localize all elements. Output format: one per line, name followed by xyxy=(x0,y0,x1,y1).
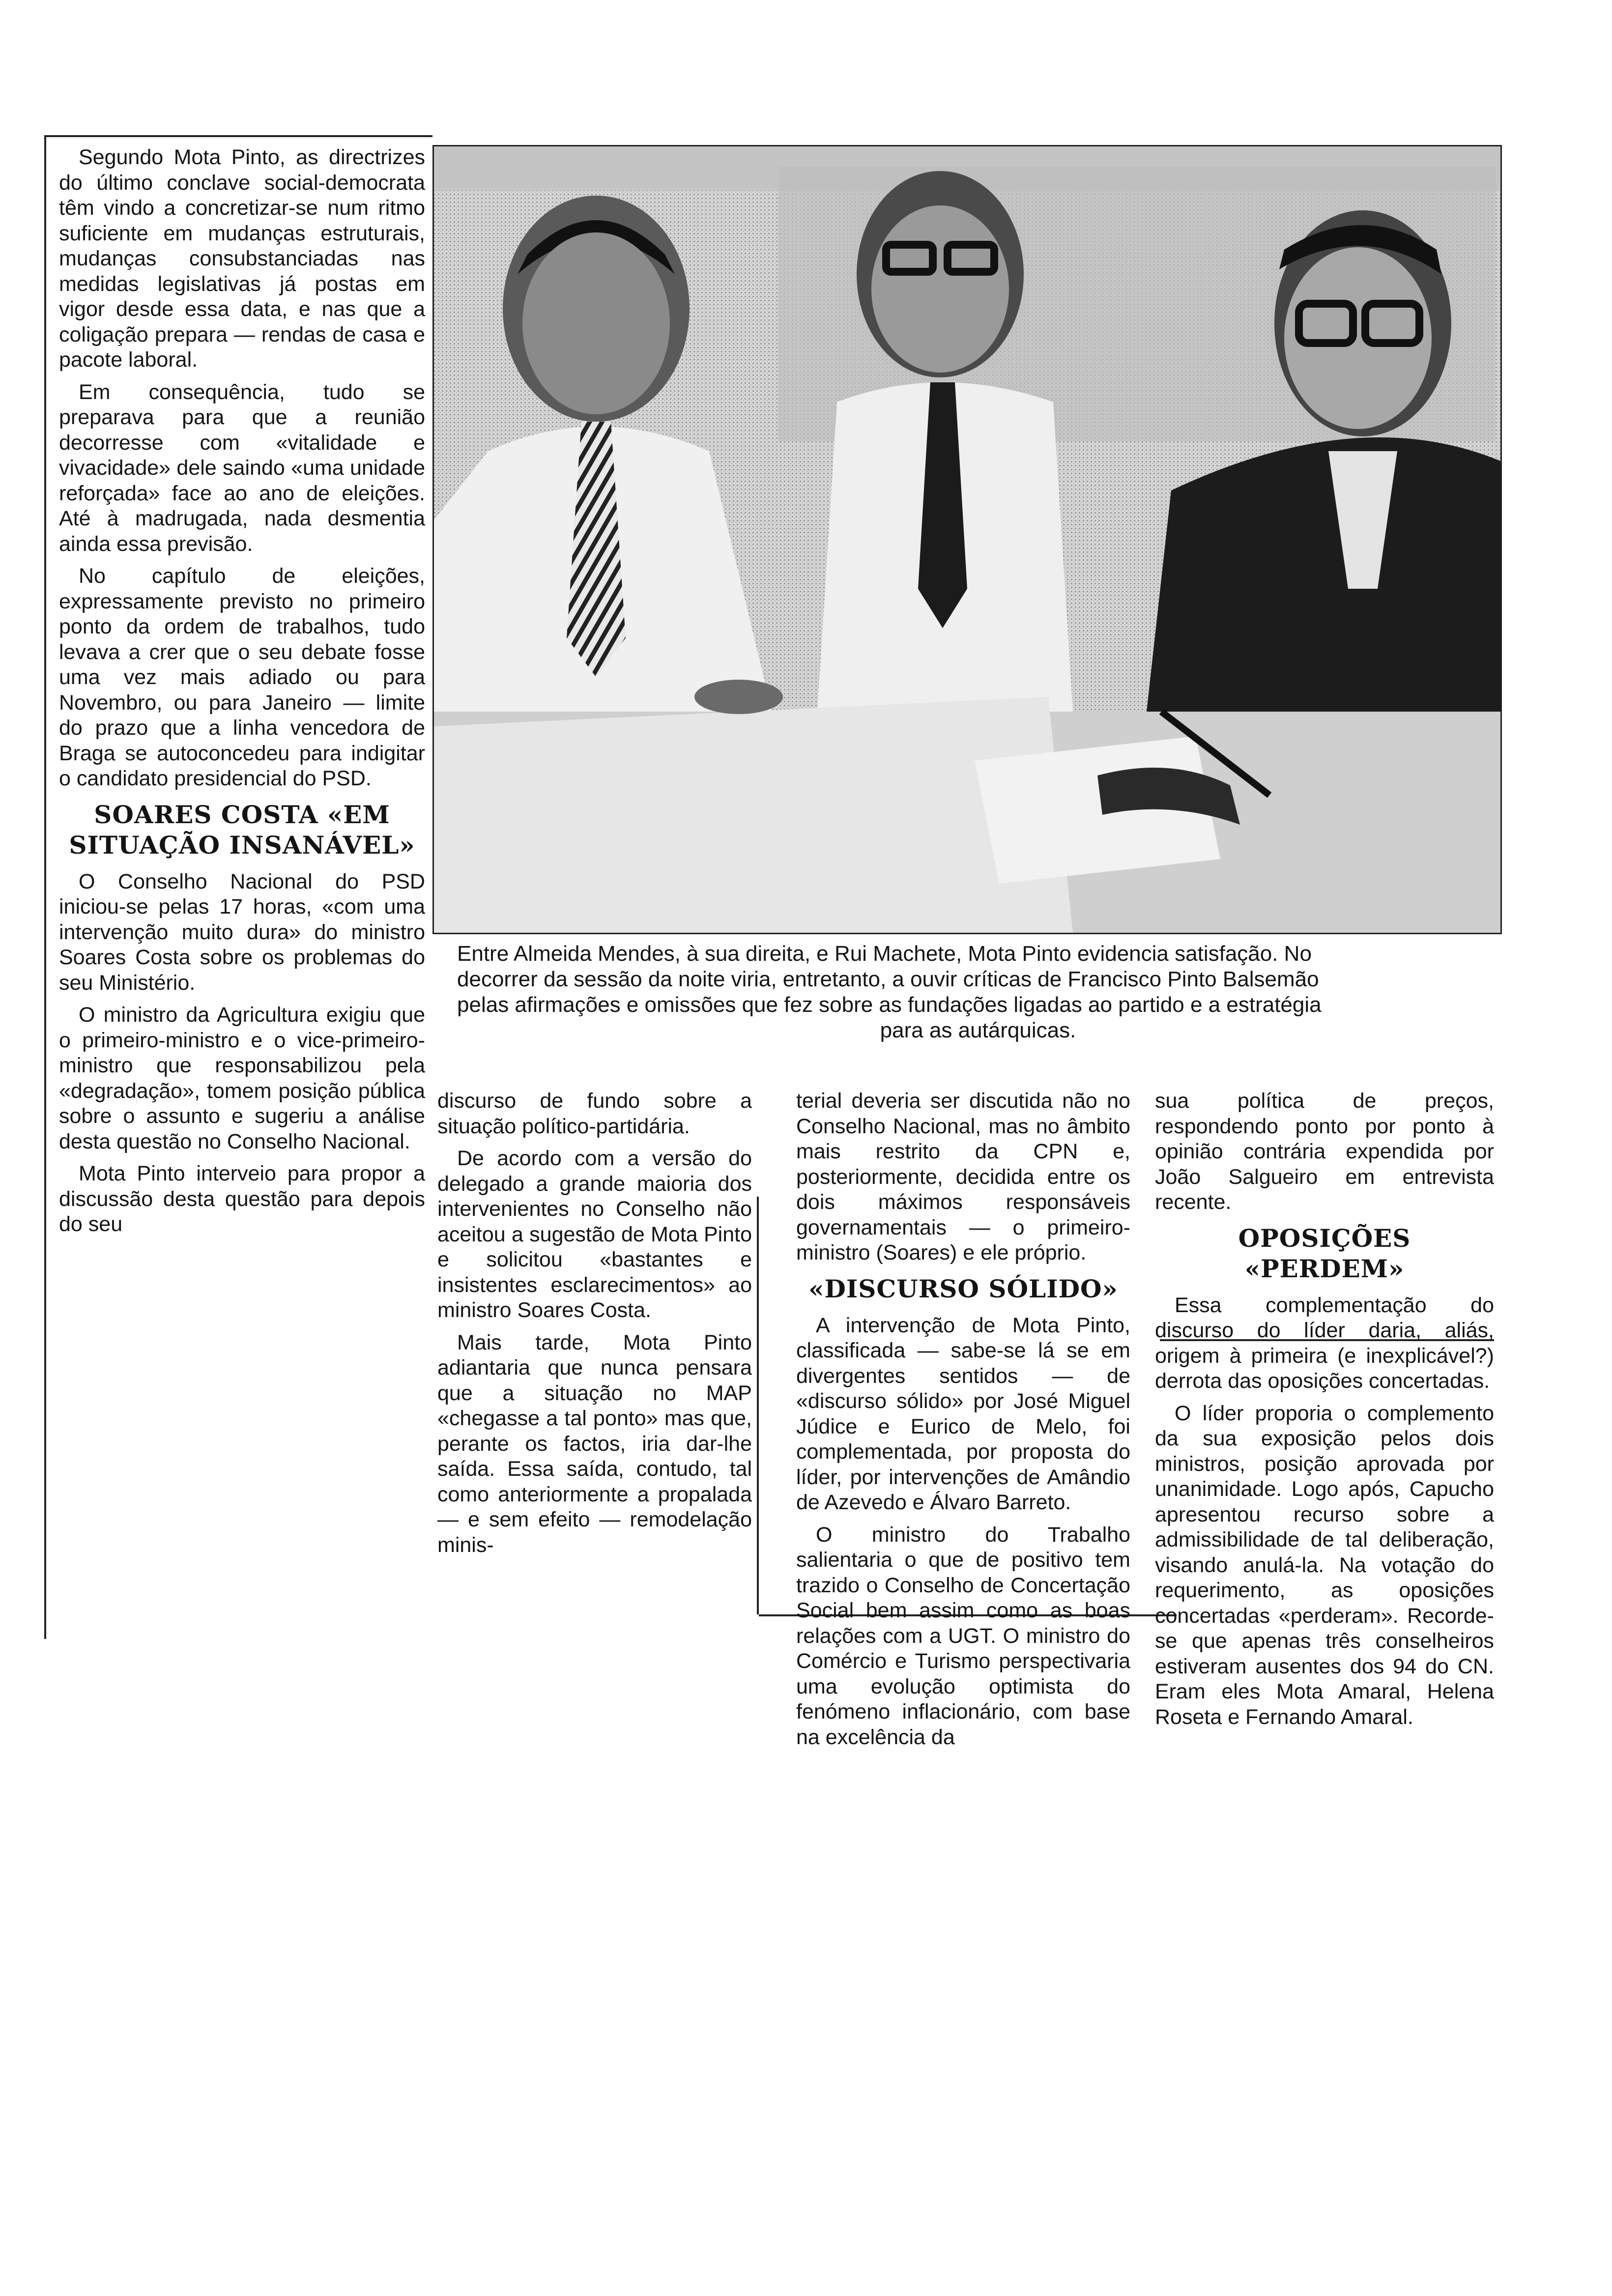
column-rule xyxy=(757,1197,759,1614)
section-heading: OPOSIÇÕES «PERDEM» xyxy=(1238,1223,1411,1283)
paragraph: O Conselho Nacional do PSD iniciou-se pelas 17 horas, «com uma intervenção muito dura» do ministro Soares Costa sobre os problemas do seu Ministério. xyxy=(59,869,425,995)
news-photo xyxy=(432,145,1502,934)
caption-line: pelas afirmações e omissões que fez sobre as fundações ligadas ao partido e a estratégia xyxy=(457,993,1322,1017)
paragraph: terial deveria ser discutida não no Conselho Nacional, mas no âmbito mais restrito da CPN e, posteriormente, decidida entre os dois máximos responsáveis governamentais — o primeiro-ministro (Soares) e ele próprio. xyxy=(796,1089,1130,1264)
paragraph: Essa complementação do discurso do líder daria, aliás, origem à primeira (e inexplicável?) derrota das oposições concertadas. xyxy=(1155,1293,1494,1393)
column-rule xyxy=(44,135,432,137)
paragraph: Mais tarde, Mota Pinto adiantaria que nunca pensara que a situação no MAP «chegasse a tal ponto» mas que, perante os factos, iria dar-lhe saída. Essa saída, contudo, tal como anteriormente a propalada — e sem efeito — remodelação minis- xyxy=(437,1330,752,1557)
paragraph: Segundo Mota Pinto, as directrizes do último conclave social-democrata têm vindo a concretizar-se num ritmo suficiente em mudanças estruturais, mudanças consubstanciadas nas medidas legislativas já postas em vigor desde essa data, e nas que a coligação prepara — rendas de casa e pacote laboral. xyxy=(59,145,425,372)
article-column-3 xyxy=(796,1089,1130,1757)
caption-line: para as autárquicas. xyxy=(880,1018,1076,1042)
paragraph: O ministro do Trabalho salientaria o que de positivo tem trazido o Conselho de Concertação Social bem assim como as boas relações com a UGT. O ministro do Comércio e Turismo perspectivaria uma evolução optimista do fenómeno inflacionário, com base na excelência da xyxy=(796,1522,1130,1749)
paragraph: Em consequência, tudo se preparava para que a reunião decorresse com «vitalidade e vivacidade» dele saindo «uma unidade reforçada» face ao ano de eleições. Até à madrugada, nada desmentia ainda essa previsão. xyxy=(59,380,425,556)
caption-line: Entre Almeida Mendes, à sua direita, e Rui Machete, Mota Pinto evidencia satisfação. No xyxy=(457,942,1312,966)
paragraph: O ministro da Agricultura exigiu que o primeiro-ministro e o vice-primeiro-ministro que responsabilizou pela «degradação», tomem posição pública sobre o assunto e sugeriu a análise desta questão no Conselho Nacional. xyxy=(59,1003,425,1153)
paragraph: De acordo com a versão do delegado a grande maioria dos intervenientes no Conselho não aceitou a sugestão de Mota Pinto e solicitou «bastantes e insistentes esclarecimentos» ao ministro Soares Costa. xyxy=(437,1147,752,1322)
paragraph: Mota Pinto interveio para propor a discussão desta questão para depois do seu xyxy=(59,1162,425,1236)
article-column-2 xyxy=(437,1089,752,1565)
photo-caption xyxy=(457,941,1499,1043)
article-column-4 xyxy=(1155,1089,1494,1737)
paragraph: A intervenção de Mota Pinto, classificada — sabe-se lá se em divergentes sentidos — de «discurso sólido» por José Miguel Júdice e Eurico de Melo, foi complementada, por proposta do líder, por intervenções de Amândio de Azevedo e Álvaro Barreto. xyxy=(796,1313,1130,1514)
paragraph: discurso de fundo sobre a situação político-partidária. xyxy=(437,1089,752,1138)
newspaper-clipping xyxy=(29,125,1499,1749)
paragraph: No capítulo de eleições, expressamente previsto no primeiro ponto da ordem de trabalhos, tudo levava a crer que o seu debate fosse uma vez mais adiado ou para Novembro, ou para Janeiro — limite do prazo que a linha vencedora de Braga se autoconcedeu para indigitar o candidato presidencial do PSD. xyxy=(59,564,425,790)
article-column-1 xyxy=(59,145,425,1244)
section-heading: «DISCURSO SÓLIDO» xyxy=(808,1274,1118,1303)
section-heading: SOARES COSTA «EM SITUAÇÃO INSANÁVEL» xyxy=(69,800,415,860)
paragraph: sua política de preços, respondendo ponto por ponto à opinião contrária expendida por João Salgueiro em entrevista recente. xyxy=(1155,1089,1494,1214)
photo-illustration xyxy=(434,146,1500,933)
caption-line: decorrer da sessão da noite viria, entretanto, a ouvir críticas de Francisco Pinto Balsemão xyxy=(457,967,1319,991)
column-rule xyxy=(44,135,46,1639)
paragraph: O líder proporia o complemento da sua exposição pelos dois ministros, posição aprovada por unanimidade. Logo após, Capucho apresentou recurso sobre a admissibilidade de tal deliberação, visando anulá-la. Na votação do requerimento, as oposições concertadas «perderam». Recorde-se que apenas três conselheiros estiveram ausentes dos 94 do CN. Eram eles Mota Amaral, Helena Roseta e Fernando Amaral. xyxy=(1155,1401,1494,1729)
